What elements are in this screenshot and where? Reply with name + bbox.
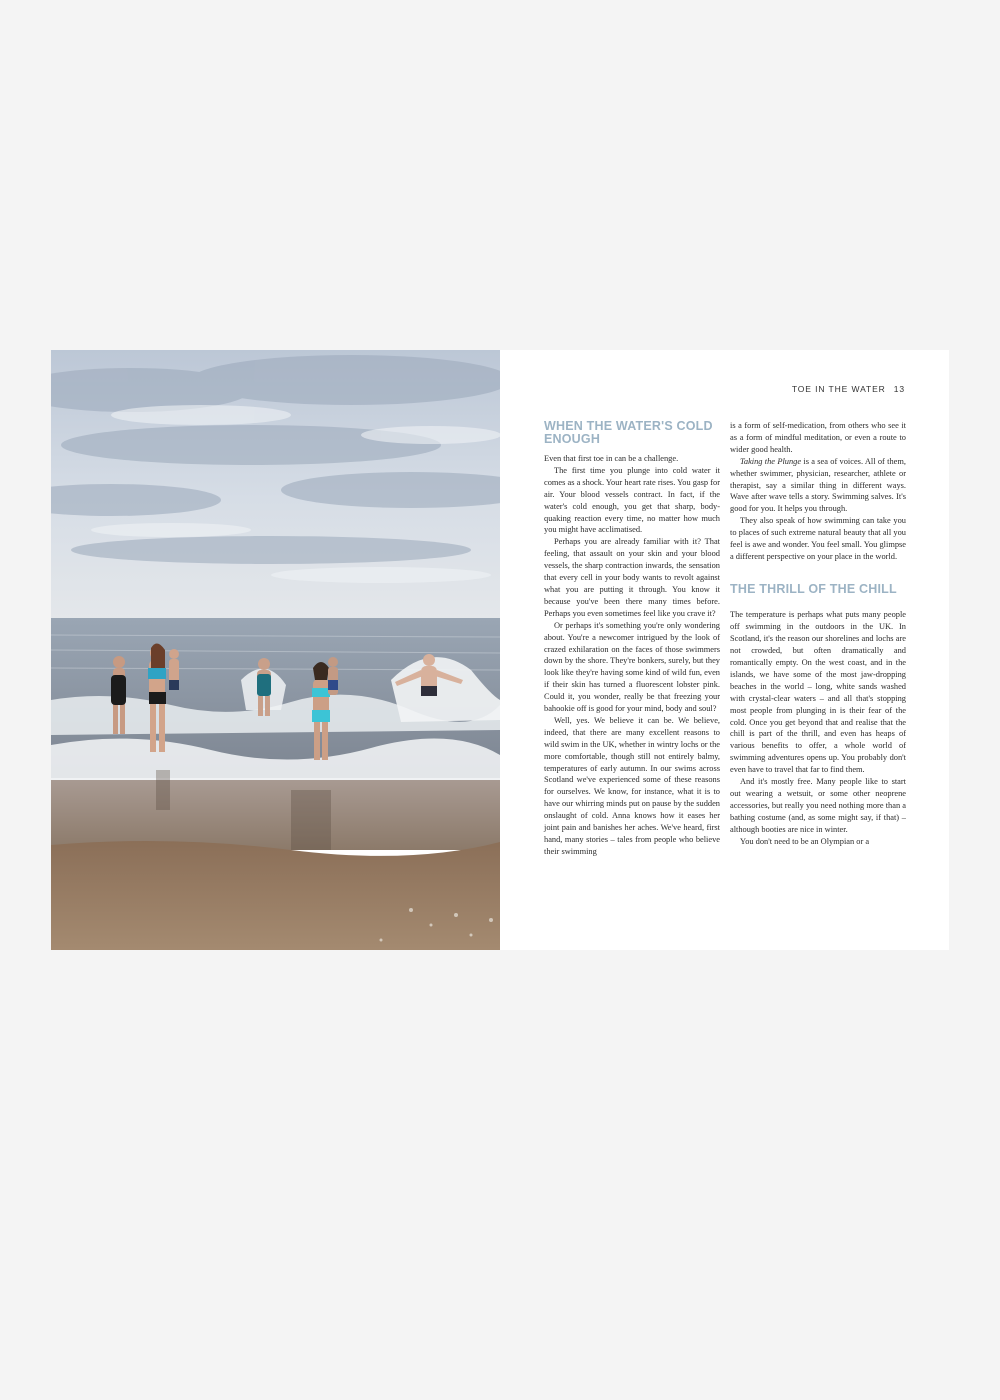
text-column-right [730, 420, 906, 848]
body-paragraph: Well, yes. We believe it can be. We believe, indeed, that there are many excellent reasons to wild swim in the UK, whether in wintry lochs or the more comfortable, though still not entirely balmy, temperatures of early autumn. In our swims across Scotland we've experienced some of these reasons for ourselves. We know, for instance, what it is to have our whirring minds put on pause by the sudden onslaught of cold. Anna knows how it eases her joint pain and banishes her aches. We've heard, first hand, many stories – tales from people who believe their swimming [544, 715, 720, 856]
body-paragraph: Perhaps you are already familiar with it? That feeling, that assault on your skin and your blood vessels, the sharp contraction inwards, the sensation that every cell in your body wants to revolt against what you are putting it through. You know it because you've been there many times before. Perhaps you even sometimes feel like you crave it? [544, 537, 720, 618]
section-heading-thrill-of-chill: THE THRILL OF THE CHILL [730, 581, 897, 596]
text-page [500, 350, 949, 950]
running-head-title: TOE IN THE WATER [791, 384, 886, 394]
book-spread [51, 350, 949, 950]
body-paragraph: And it's mostly free. Many people like to start out wearing a wetsuit, or some other neoprene accessories, but really you need nothing more than a bathing costume (and, as some might say, if that) – although booties are nice in winter. [730, 777, 906, 834]
book-title: Taking the Plunge [740, 456, 802, 466]
body-paragraph: They also speak of how swimming can take you to places of such extreme natural beauty that all you feel is awe and wonder. You feel small. You glimpse a different perspective on your place in the world. [730, 516, 906, 561]
body-paragraph: Or perhaps it's something you're only wondering about. You're a newcomer intrigued by the look of crazed exhilaration on the faces of those swimmers down by the shore. They're bonkers, surely, but they look like they're having some kind of wild fun, even if their skin has turned a fluorescent lobster pink. Could it, you wonder, really be that freezing your bahookie off is good for your mind, body and soul? [544, 620, 720, 714]
body-paragraph-continued: is a form of self-medication, from others who see it as a form of mindful meditation, or even a route to wider good health. [730, 421, 906, 454]
section-heading-cold-enough: WHEN THE WATER'S COLD ENOUGH [544, 419, 713, 446]
body-paragraph: Even that first toe in can be a challenge. [544, 454, 679, 463]
body-paragraph: The temperature is perhaps what puts many people off swimming in the outdoors in the UK. In Scotland, it's the reason our shorelines and lochs are not crowded, but often dramatically and romantically empty. On the west coast, and in the islands, we have some of the most jaw-dropping beaches in the world – long, white sands washed with crystal-clear waters – and all that's stopping most people from plunging in is their fear of the cold. Once you get beyond that and realise that the chill is part of the thrill, and even has heaps of various benefits to offer, a whole world of swimming adventures opens up. You probably don't even have to travel that far to find them. [730, 610, 906, 775]
body-paragraph-taking-the-plunge [730, 456, 906, 516]
beach-photo [51, 350, 500, 950]
text-column-left [544, 420, 720, 858]
beach-swimmers-illustration [51, 350, 500, 950]
running-head [792, 384, 905, 394]
body-paragraph: The first time you plunge into cold water it comes as a shock. Your heart rate rises. You gasp for air. Your blood vessels contract. In fact, if the water's cold enough, you get that sharp, body-quaking reaction every time, no matter how much you might have acclimatised. [544, 465, 720, 535]
body-paragraph: You don't need to be an Olympian or a [740, 836, 870, 846]
body-text: is a sea of voices. All of them, whether swimmer, physician, researcher, athlete or therapist, say a similar thing in different ways. Wave after wave tells a story. Swimming salves. It's good for you. It helps you through. [730, 456, 906, 514]
page-number: 13 [893, 384, 905, 394]
